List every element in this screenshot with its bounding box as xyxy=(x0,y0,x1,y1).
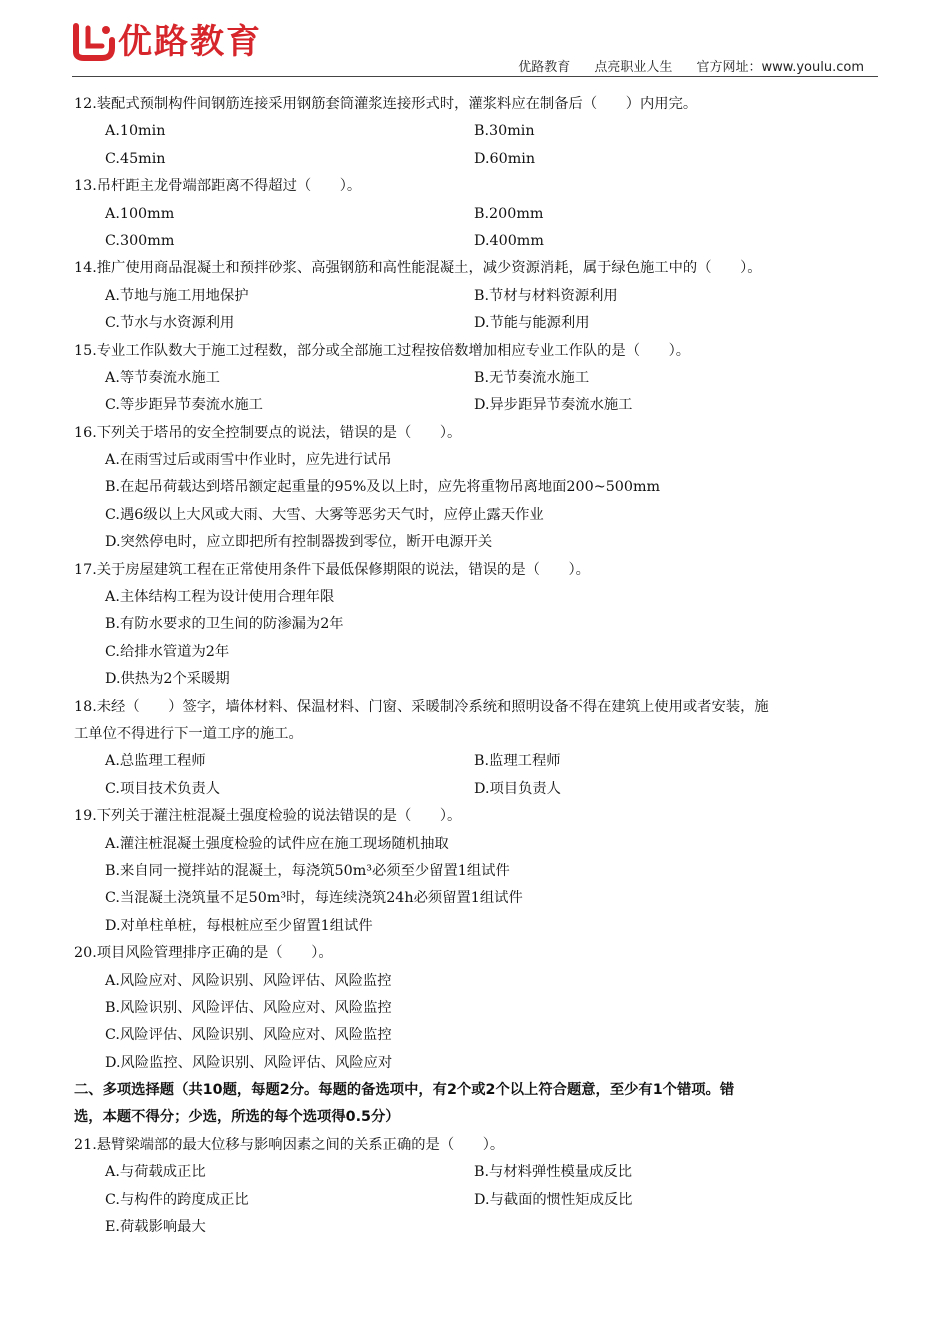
option: D.对单柱单桩，每根桩应至少留置1组试件 xyxy=(105,917,373,934)
option: B.无节奏流水施工 xyxy=(474,369,590,386)
question-12-stem: 12.装配式预制构件间钢筋连接采用钢筋套筒灌浆连接形式时，灌浆料应在制备后（ ）内用完。 xyxy=(74,96,698,112)
section-2-title-line1: 二、多项选择题（共10题，每题2分。每题的备选项中，有2个或2个以上符合题意，至少有1个错项。错 xyxy=(74,1082,735,1099)
option: E.荷载影响最大 xyxy=(105,1219,206,1236)
question-13-stem: 13.吊杆距主龙骨端部距离不得超过（ ）。 xyxy=(74,178,362,195)
header-divider xyxy=(72,76,878,77)
question-21-options-row2 xyxy=(74,1187,880,1214)
header-website[interactable]: 官方网址：www.youlu.com xyxy=(696,60,864,75)
option: D.与截面的惯性矩成反比 xyxy=(474,1191,633,1208)
question-14-options-row2 xyxy=(74,310,880,337)
page-header xyxy=(72,22,878,78)
header-org: 优路教育 xyxy=(518,60,571,75)
brand-name: 优路教育 xyxy=(118,22,262,62)
option: C.项目技术负责人 xyxy=(105,780,221,797)
question-13-options-row2 xyxy=(74,228,880,255)
exam-content xyxy=(74,91,880,1241)
question-15-stem: 15.专业工作队数大于施工过程数，部分或全部施工过程按倍数增加相应专业工作队的是（ ）。 xyxy=(74,342,691,359)
option: A.风险应对、风险识别、风险评估、风险监控 xyxy=(105,972,392,989)
question-18-options-row2 xyxy=(74,776,880,803)
question-20-stem: 20.项目风险管理排序正确的是（ ）。 xyxy=(74,945,333,962)
logo-icon xyxy=(72,22,116,62)
option: B.节材与材料资源利用 xyxy=(474,287,618,304)
question-18-options-row1 xyxy=(74,748,880,775)
option: C.当混凝土浇筑量不足50m³时，每连续浇筑24h必须留置1组试件 xyxy=(105,890,523,907)
option: C.45min xyxy=(105,150,166,167)
question-14-stem: 14.推广使用商品混凝土和预拌砂浆、高强钢筋和高性能混凝土，减少资源消耗，属于绿色施工中的（ ）。 xyxy=(74,260,762,277)
option: A.与荷载成正比 xyxy=(105,1164,206,1181)
option: A.节地与施工用地保护 xyxy=(105,287,249,304)
question-21-stem: 21.悬臂梁端部的最大位移与影响因素之间的关系正确的是（ ）。 xyxy=(74,1136,505,1153)
option: B.来自同一搅拌站的混凝土，每浇筑50m³必须至少留置1组试件 xyxy=(105,862,510,879)
question-15-options-row1 xyxy=(74,365,880,392)
option: A.100mm xyxy=(105,205,175,222)
option: D.异步距异节奏流水施工 xyxy=(474,397,633,414)
option: A.10min xyxy=(105,123,166,140)
question-12-options-row1 xyxy=(74,118,880,145)
question-19-stem: 19.下列关于灌注桩混凝土强度检验的说法错误的是（ ）。 xyxy=(74,808,462,825)
question-14-options-row1 xyxy=(74,283,880,310)
option: B.在起吊荷载达到塔吊额定起重量的95%及以上时，应先将重物吊离地面200~500mm xyxy=(105,479,661,496)
option: D.项目负责人 xyxy=(474,780,561,797)
question-16-stem: 16.下列关于塔吊的安全控制要点的说法，错误的是（ ）。 xyxy=(74,424,462,441)
option: C.节水与水资源利用 xyxy=(105,315,235,332)
option: A.等节奏流水施工 xyxy=(105,369,220,386)
header-slogan: 点亮职业人生 xyxy=(594,60,673,75)
option: B.30min xyxy=(474,123,535,140)
option: B.200mm xyxy=(474,205,544,222)
option: C.等步距异节奏流水施工 xyxy=(105,397,263,414)
question-17-stem: 17.关于房屋建筑工程在正常使用条件下最低保修期限的说法，错误的是（ ）。 xyxy=(74,561,590,578)
option: C.300mm xyxy=(105,232,175,249)
question-15-options-row2 xyxy=(74,392,880,419)
question-13-options-row1 xyxy=(74,201,880,228)
option: A.灌注桩混凝土强度检验的试件应在施工现场随机抽取 xyxy=(105,835,449,852)
option: A.总监理工程师 xyxy=(105,753,206,770)
header-info xyxy=(498,56,864,75)
option: D.供热为2个采暖期 xyxy=(105,671,230,688)
option: D.节能与能源利用 xyxy=(474,315,590,332)
section-2-title-line2: 选，本题不得分；少选，所选的每个选项得0.5分） xyxy=(74,1109,400,1126)
question-12-options-row2 xyxy=(74,146,880,173)
option: A.在雨雪过后或雨雪中作业时，应先进行试吊 xyxy=(105,452,392,469)
option: C.遇6级以上大风或大雨、大雪、大雾等恶劣天气时，应停止露天作业 xyxy=(105,506,544,523)
option: B.与材料弹性模量成反比 xyxy=(474,1164,633,1181)
option: C.给排水管道为2年 xyxy=(105,643,230,660)
option: D.400mm xyxy=(474,232,544,249)
option: D.风险监控、风险识别、风险评估、风险应对 xyxy=(105,1054,393,1071)
option: D.60min xyxy=(474,150,536,167)
option: C.风险评估、风险识别、风险应对、风险监控 xyxy=(105,1027,392,1044)
option: D.突然停电时，应立即把所有控制器拨到零位，断开电源开关 xyxy=(105,534,493,551)
brand-logo xyxy=(72,22,262,62)
question-18-stem-line1: 18.未经（ ）签字，墙体材料、保温材料、门窗、采暖制冷系统和照明设备不得在建筑上使用或者安装，施 xyxy=(74,698,769,715)
question-18-stem-line2: 工单位不得进行下一道工序的施工。 xyxy=(74,725,303,742)
option: B.有防水要求的卫生间的防渗漏为2年 xyxy=(105,616,344,633)
option: A.主体结构工程为设计使用合理年限 xyxy=(105,589,335,606)
option: C.与构件的跨度成正比 xyxy=(105,1191,249,1208)
option: B.监理工程师 xyxy=(474,753,561,770)
question-21-options-row1 xyxy=(74,1159,880,1186)
option: B.风险识别、风险评估、风险应对、风险监控 xyxy=(105,999,392,1016)
